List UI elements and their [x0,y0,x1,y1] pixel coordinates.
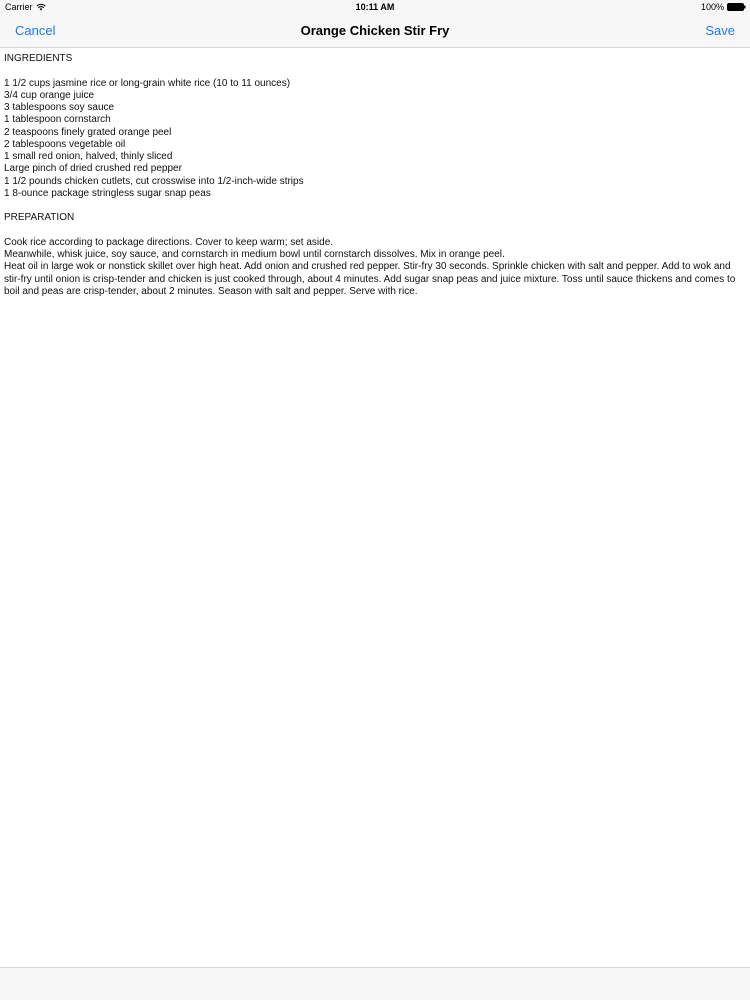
page-title: Orange Chicken Stir Fry [300,23,450,38]
ingredient-item: 1 small red onion, halved, thinly sliced [4,151,173,162]
carrier-label: Carrier [5,2,33,12]
status-right [701,2,746,12]
cancel-button[interactable]: Cancel [15,23,56,38]
ingredient-item: Large pinch of dried crushed red pepper [4,163,182,175]
ingredient-item: 1 tablespoon cornstarch [4,114,111,126]
ingredient-item: 1 1/2 cups jasmine rice or long-grain white rice (10 to 11 ounces) [4,77,291,89]
ingredient-item: 3 tablespoons soy sauce [4,102,115,113]
preparation-step: Heat oil in large wok or nonstick skillet over high heat. Add onion and crushed red pepper. Stir-fry 30 seconds. Sprinkle chicken with salt and pepper. Add to wok and stir-fry until onion is crisp-tender and chicken is just cooked through, about 4 minutes. Add sugar snap peas and juice mixture. Toss until sauce thickens and comes to boil and peas are crisp-tender, about 2 minutes. Season with salt and pepper. Serve with rice. [4,261,736,297]
preparation-step: Meanwhile, whisk juice, soy sauce, and cornstarch in medium bowl until cornstarch dissolves. Mix in orange peel. [4,249,505,260]
status-time: 10:11 AM [355,2,395,12]
section-spacer [4,200,746,212]
ingredient-item: 1 8-ounce package stringless sugar snap peas [4,187,211,199]
battery-percent: 100% [700,2,724,12]
ingredients-list [4,78,746,201]
preparation-heading: PREPARATION [4,212,75,224]
ingredient-item: 2 tablespoons vegetable oil [4,138,126,150]
navigation-bar [0,14,750,48]
preparation-steps [4,237,746,298]
preparation-step: Cook rice according to package directions. Cover to keep warm; set aside. [4,236,334,248]
status-bar [0,0,750,14]
ingredient-item: 2 teaspoons finely grated orange peel [4,126,172,138]
bottom-toolbar [0,967,750,1000]
ingredients-heading: INGREDIENTS [4,53,73,64]
save-button[interactable]: Save [705,23,735,38]
battery-icon [727,3,746,11]
recipe-text-area[interactable] [4,53,746,298]
ingredient-item: 3/4 cup orange juice [4,89,95,101]
ingredient-item: 1 1/2 pounds chicken cutlets, cut crosswise into 1/2-inch-wide strips [4,175,304,187]
